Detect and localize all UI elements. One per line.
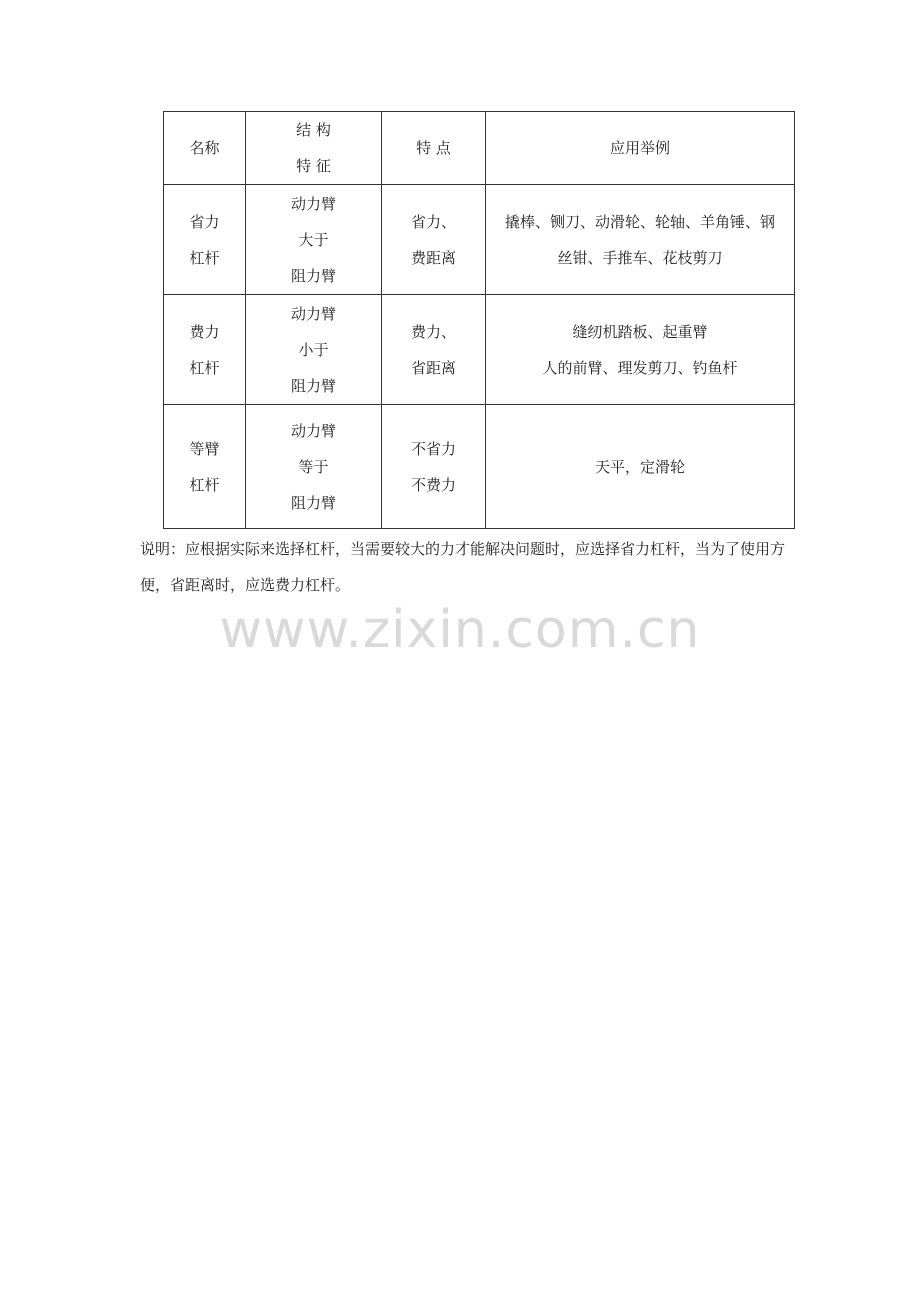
row-examples: 天平，定滑轮 [486,405,795,529]
header-structure: 结 构 特 征 [246,112,382,185]
lever-table [163,111,795,529]
row-structure: 动力臂 等于 阻力臂 [246,405,382,529]
watermark: www.zixin.com.cn [219,600,701,660]
row-feature: 费力、 省距离 [382,295,486,405]
header-feature: 特 点 [382,112,486,185]
row-name: 等臂 杠杆 [164,405,246,529]
table-row [164,185,795,295]
header-row [164,112,795,185]
table-row [164,295,795,405]
row-name: 费力 杠杆 [164,295,246,405]
header-name: 名称 [164,112,246,185]
row-feature: 不省力 不费力 [382,405,486,529]
row-name: 省力 杠杆 [164,185,246,295]
row-structure: 动力臂 大于 阻力臂 [246,185,382,295]
explanation-note: 说明：应根据实际来选择杠杆，当需要较大的力才能解决问题时，应选择省力杠杆，当为了使用方便，省距离时，应选费力杠杆。 [140,540,786,594]
row-feature: 省力、 费距离 [382,185,486,295]
row-examples: 缝纫机踏板、起重臂 人的前臂、理发剪刀、钓鱼杆 [486,295,795,405]
header-examples: 应用举例 [486,112,795,185]
row-structure: 动力臂 小于 阻力臂 [246,295,382,405]
row-examples: 撬棒、铡刀、动滑轮、轮轴、羊角锤、钢 丝钳、手推车、花枝剪刀 [486,185,795,295]
table-row [164,405,795,529]
